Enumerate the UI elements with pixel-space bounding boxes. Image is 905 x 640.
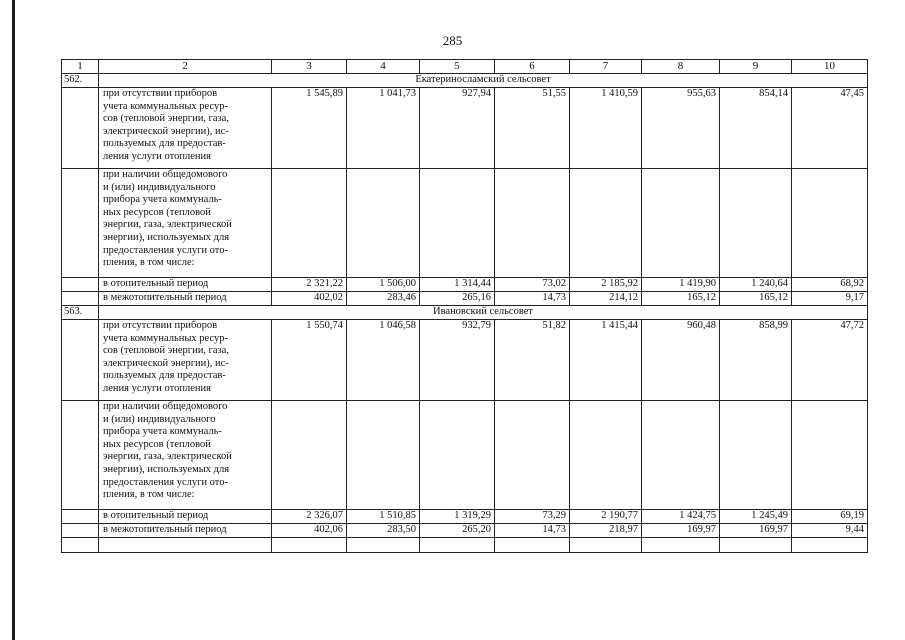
value-cell: 960,48 — [642, 320, 720, 401]
column-number: 7 — [570, 60, 642, 74]
value-cell — [720, 169, 792, 278]
value-cell: 402,06 — [272, 524, 347, 538]
section-name: Ивановский сельсовет — [99, 306, 868, 320]
description-line: сов (тепловой энергии, газа, — [103, 113, 229, 125]
row-description — [99, 292, 272, 306]
value-cell: 265,20 — [420, 524, 495, 538]
value-cell: 169,97 — [642, 524, 720, 538]
value-cell: 1 410,59 — [570, 88, 642, 169]
description-line: пления, в том числе: — [103, 489, 195, 501]
section-header-row — [62, 74, 868, 88]
empty-cell — [642, 538, 720, 553]
table-row — [62, 169, 868, 278]
row-description — [99, 88, 272, 169]
value-cell — [420, 401, 495, 510]
value-cell: 47,45 — [792, 88, 868, 169]
description-line: энергии, газа, электрической — [103, 219, 232, 231]
value-cell — [495, 401, 570, 510]
description-line: энергии, газа, электрической — [103, 451, 232, 463]
value-cell: 218,97 — [570, 524, 642, 538]
value-cell: 2 190,77 — [570, 510, 642, 524]
value-cell: 9,44 — [792, 524, 868, 538]
description-line: и (или) индивидуального — [103, 181, 216, 193]
row-description — [99, 524, 272, 538]
value-cell: 402,02 — [272, 292, 347, 306]
empty-cell — [99, 538, 272, 553]
value-cell — [420, 169, 495, 278]
value-cell: 214,12 — [570, 292, 642, 306]
value-cell: 1 245,49 — [720, 510, 792, 524]
value-cell — [642, 401, 720, 510]
column-number: 3 — [272, 60, 347, 74]
description-line: предоставления услуги ото- — [103, 476, 228, 488]
value-cell — [792, 169, 868, 278]
value-cell: 1 415,44 — [570, 320, 642, 401]
value-cell: 165,12 — [720, 292, 792, 306]
table-row — [62, 401, 868, 510]
row-number-cell — [62, 278, 99, 292]
row-description — [99, 401, 272, 510]
value-cell — [792, 401, 868, 510]
value-cell: 858,99 — [720, 320, 792, 401]
empty-cell — [347, 538, 420, 553]
description-line: ных ресурсов (тепловой — [103, 206, 211, 218]
value-cell: 265,16 — [420, 292, 495, 306]
table-row — [62, 510, 868, 524]
value-cell: 2 326,07 — [272, 510, 347, 524]
row-number: 563. — [62, 306, 99, 320]
value-cell: 165,12 — [642, 292, 720, 306]
value-cell: 1 041,73 — [347, 88, 420, 169]
trailing-row — [62, 538, 868, 553]
column-number: 9 — [720, 60, 792, 74]
value-cell: 1 424,75 — [642, 510, 720, 524]
value-cell: 9,17 — [792, 292, 868, 306]
value-cell — [720, 401, 792, 510]
empty-cell — [495, 538, 570, 553]
row-number-cell — [62, 320, 99, 401]
description-line: учета коммунальных ресур- — [103, 332, 228, 344]
page-number: 285 — [442, 33, 463, 48]
value-cell — [272, 401, 347, 510]
column-number: 10 — [792, 60, 868, 74]
value-cell: 927,94 — [420, 88, 495, 169]
description-line: и (или) индивидуального — [103, 413, 216, 425]
value-cell: 854,14 — [720, 88, 792, 169]
row-description — [99, 320, 272, 401]
description-line: сов (тепловой энергии, газа, — [103, 345, 229, 357]
description-line: прибора учета коммуналь- — [103, 426, 222, 438]
value-cell: 932,79 — [420, 320, 495, 401]
description-line: ления услуги отопления — [103, 382, 211, 394]
row-description — [99, 510, 272, 524]
column-number-row — [62, 60, 868, 74]
row-number-cell — [62, 169, 99, 278]
row-number-cell — [62, 510, 99, 524]
value-cell: 69,19 — [792, 510, 868, 524]
value-cell: 2 185,92 — [570, 278, 642, 292]
table-body — [62, 60, 868, 553]
row-description — [99, 278, 272, 292]
row-number-cell — [62, 88, 99, 169]
value-cell: 1 240,64 — [720, 278, 792, 292]
value-cell — [570, 169, 642, 278]
description-line: в межотопительный период — [103, 292, 227, 303]
description-line: пления, в том числе: — [103, 257, 195, 269]
row-number-cell — [62, 292, 99, 306]
value-cell: 283,46 — [347, 292, 420, 306]
value-cell: 1 550,74 — [272, 320, 347, 401]
table-row — [62, 524, 868, 538]
value-cell: 1 319,29 — [420, 510, 495, 524]
table-row — [62, 320, 868, 401]
value-cell: 73,02 — [495, 278, 570, 292]
value-cell: 1 314,44 — [420, 278, 495, 292]
value-cell — [495, 169, 570, 278]
description-line: при наличии общедомового — [103, 401, 228, 412]
value-cell: 51,55 — [495, 88, 570, 169]
section-header-row — [62, 306, 868, 320]
value-cell: 169,97 — [720, 524, 792, 538]
value-cell: 1 046,58 — [347, 320, 420, 401]
empty-cell — [62, 538, 99, 553]
description-line: прибора учета коммуналь- — [103, 194, 222, 206]
description-line: электрической энергии), ис- — [103, 357, 229, 369]
description-line: электрической энергии), ис- — [103, 125, 229, 137]
empty-cell — [570, 538, 642, 553]
description-line: предоставления услуги ото- — [103, 244, 228, 256]
page-binding-line — [12, 0, 15, 640]
column-number: 1 — [62, 60, 99, 74]
value-cell — [347, 169, 420, 278]
value-cell: 47,72 — [792, 320, 868, 401]
value-cell: 2 321,22 — [272, 278, 347, 292]
column-number: 5 — [420, 60, 495, 74]
column-number: 4 — [347, 60, 420, 74]
table-row — [62, 88, 868, 169]
value-cell: 283,50 — [347, 524, 420, 538]
value-cell — [642, 169, 720, 278]
value-cell: 51,82 — [495, 320, 570, 401]
row-description — [99, 169, 272, 278]
description-line: при отсутствии приборов — [103, 88, 218, 99]
row-number-cell — [62, 524, 99, 538]
table-row — [62, 292, 868, 306]
description-line: пользуемых для предостав- — [103, 138, 226, 150]
empty-cell — [272, 538, 347, 553]
description-line: при отсутствии приборов — [103, 320, 218, 331]
description-line: при наличии общедомового — [103, 169, 228, 180]
section-name: Екатериносламский сельсовет — [99, 74, 868, 88]
empty-cell — [420, 538, 495, 553]
column-number: 2 — [99, 60, 272, 74]
empty-cell — [792, 538, 868, 553]
value-cell: 1 506,00 — [347, 278, 420, 292]
description-line: ления услуги отопления — [103, 150, 211, 162]
value-cell: 14,73 — [495, 524, 570, 538]
description-line: в отопительный период — [103, 510, 209, 521]
column-number: 8 — [642, 60, 720, 74]
value-cell: 1 419,90 — [642, 278, 720, 292]
value-cell — [272, 169, 347, 278]
value-cell: 68,92 — [792, 278, 868, 292]
description-line: в отопительный период — [103, 278, 209, 289]
table-row — [62, 278, 868, 292]
description-line: пользуемых для предостав- — [103, 370, 226, 382]
value-cell: 14,73 — [495, 292, 570, 306]
value-cell: 73,29 — [495, 510, 570, 524]
column-number: 6 — [495, 60, 570, 74]
value-cell — [347, 401, 420, 510]
row-number-cell — [62, 401, 99, 510]
value-cell — [570, 401, 642, 510]
description-line: ных ресурсов (тепловой — [103, 438, 211, 450]
description-line: в межотопительный период — [103, 524, 227, 535]
description-line: учета коммунальных ресур- — [103, 100, 228, 112]
value-cell: 955,63 — [642, 88, 720, 169]
description-line: энергии), используемых для — [103, 231, 230, 243]
description-line: энергии), используемых для — [103, 463, 230, 475]
row-number: 562. — [62, 74, 99, 88]
tariff-table — [61, 59, 868, 553]
value-cell: 1 510,85 — [347, 510, 420, 524]
empty-cell — [720, 538, 792, 553]
value-cell: 1 545,89 — [272, 88, 347, 169]
